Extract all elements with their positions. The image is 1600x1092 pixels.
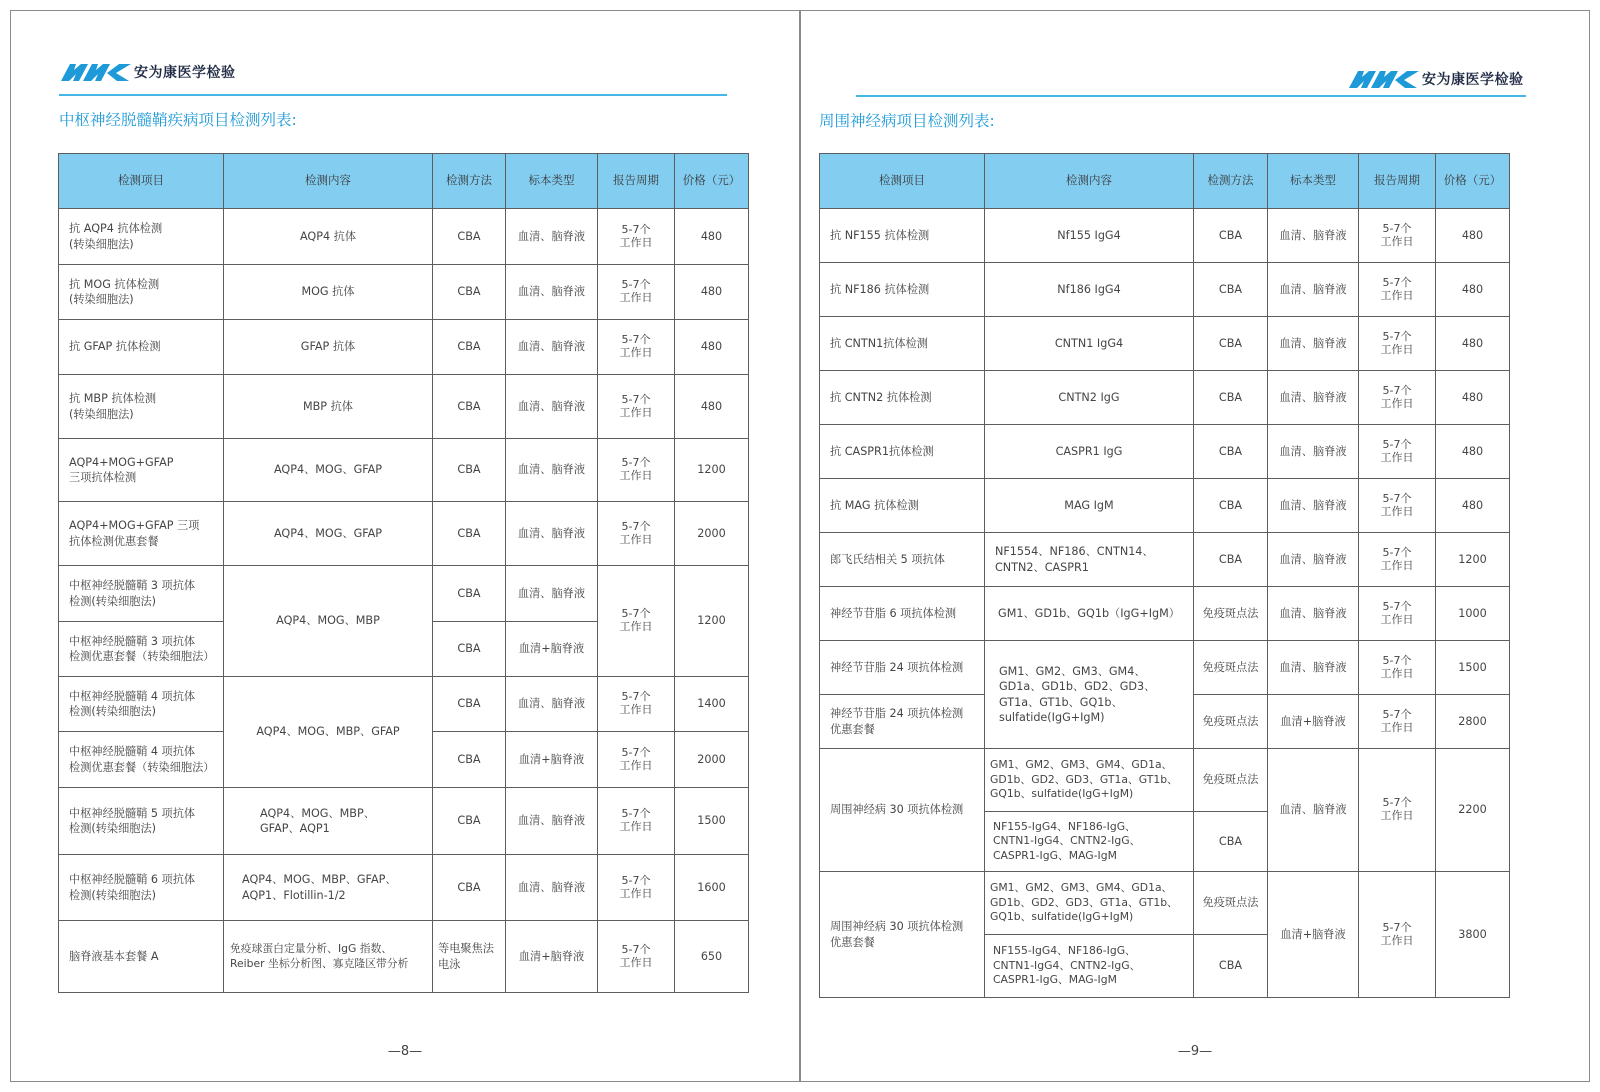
test-content: NF1554、NF186、CNTN14、 CNTN2、CASPR1 (985, 533, 1194, 587)
price: 480 (675, 265, 749, 320)
test-item: 中枢神经脱髓鞘 5 项抗体 检测(转染细胞法) (59, 788, 224, 855)
brand-logo-text: 安为康医学检验 (134, 65, 236, 81)
test-method: CBA (1194, 935, 1268, 998)
header-rule (59, 94, 727, 96)
report-period: 5-7个 工作日 (598, 209, 675, 265)
table-row (59, 375, 749, 439)
price: 1200 (675, 566, 749, 677)
report-period: 5-7个 工作日 (1359, 533, 1436, 587)
test-item: 抗 GFAP 抗体检测 (59, 320, 224, 375)
table-row (820, 479, 1510, 533)
header-cell: 价格（元） (675, 154, 749, 209)
brand-mark-icon (1349, 69, 1419, 89)
test-method: CBA (433, 209, 506, 265)
test-method: CBA (1194, 209, 1268, 263)
table-header-row (59, 154, 749, 209)
table-row (59, 320, 749, 375)
sample-type: 血清、脑脊液 (506, 788, 598, 855)
test-item: 中枢神经脱髓鞘 3 项抗体 检测优惠套餐（转染细胞法） (59, 622, 224, 677)
report-period: 5-7个 工作日 (598, 855, 675, 921)
price: 2200 (1436, 749, 1510, 872)
table-row (820, 209, 1510, 263)
test-item: 神经节苷脂 6 项抗体检测 (820, 587, 985, 641)
report-period: 5-7个 工作日 (598, 375, 675, 439)
test-content: CNTN1 IgG4 (985, 317, 1194, 371)
test-content: AQP4、MOG、MBP (224, 566, 433, 677)
test-item: 中枢神经脱髓鞘 4 项抗体 检测优惠套餐（转染细胞法） (59, 732, 224, 788)
test-item: 抗 CASPR1抗体检测 (820, 425, 985, 479)
test-content: AQP4、MOG、GFAP (224, 439, 433, 502)
test-item: 抗 MOG 抗体检测 (转染细胞法) (59, 265, 224, 320)
header-cell: 检测内容 (985, 154, 1194, 209)
test-content: AQP4、MOG、MBP、GFAP (224, 677, 433, 788)
table-row (59, 502, 749, 566)
sample-type: 血清、脑脊液 (506, 209, 598, 265)
price: 480 (1436, 317, 1510, 371)
test-content: Nf155 IgG4 (985, 209, 1194, 263)
test-item: 神经节苷脂 24 项抗体检测 优惠套餐 (820, 695, 985, 749)
price: 480 (1436, 371, 1510, 425)
sample-type: 血清、脑脊液 (506, 439, 598, 502)
test-method: CBA (1194, 479, 1268, 533)
test-method: CBA (433, 439, 506, 502)
header-cell: 标本类型 (506, 154, 598, 209)
test-content: MOG 抗体 (224, 265, 433, 320)
report-period: 5-7个 工作日 (1359, 209, 1436, 263)
price: 1600 (675, 855, 749, 921)
sample-type: 血清、脑脊液 (506, 566, 598, 622)
price: 480 (1436, 479, 1510, 533)
table-row (820, 641, 1510, 695)
test-method: 等电聚焦法 电泳 (433, 921, 506, 993)
header-cell: 标本类型 (1268, 154, 1359, 209)
test-content: GM1、GM2、GM3、GM4、 GD1a、GD1b、GD2、GD3、 GT1a、GT1b、GQ1b、 sulfatide(IgG+IgM) (985, 641, 1194, 749)
table-row (820, 749, 1510, 812)
test-method: 免疫斑点法 (1194, 695, 1268, 749)
sample-type: 血清、脑脊液 (506, 265, 598, 320)
test-method: CBA (1194, 263, 1268, 317)
test-method: 免疫斑点法 (1194, 641, 1268, 695)
header-cell: 检测内容 (224, 154, 433, 209)
test-method: CBA (433, 677, 506, 732)
test-content: AQP4 抗体 (224, 209, 433, 265)
sample-type: 血清、脑脊液 (1268, 263, 1359, 317)
sample-type: 血清+脑脊液 (506, 921, 598, 993)
test-item: AQP4+MOG+GFAP 三项 抗体检测优惠套餐 (59, 502, 224, 566)
cns-test-table (58, 153, 749, 993)
table-row (59, 566, 749, 622)
table-row (59, 209, 749, 265)
sample-type: 血清、脑脊液 (1268, 749, 1359, 872)
table-row (820, 263, 1510, 317)
sample-type: 血清、脑脊液 (506, 320, 598, 375)
test-method: CBA (433, 622, 506, 677)
price: 1000 (1436, 587, 1510, 641)
header-cell: 检测项目 (820, 154, 985, 209)
test-method: CBA (433, 855, 506, 921)
test-item: 中枢神经脱髓鞘 3 项抗体 检测(转染细胞法) (59, 566, 224, 622)
test-content: NF155-IgG4、NF186-IgG、 CNTN1-IgG4、CNTN2-IgG、 CASPR1-IgG、MAG-IgM (985, 812, 1194, 872)
test-item: 抗 NF155 抗体检测 (820, 209, 985, 263)
price: 480 (675, 209, 749, 265)
sample-type: 血清、脑脊液 (1268, 425, 1359, 479)
test-method: CBA (433, 502, 506, 566)
report-period: 5-7个 工作日 (1359, 695, 1436, 749)
report-period: 5-7个 工作日 (598, 439, 675, 502)
sample-type: 血清+脑脊液 (1268, 872, 1359, 998)
right-page (800, 10, 1590, 1082)
header-cell: 检测项目 (59, 154, 224, 209)
sample-type: 血清、脑脊液 (1268, 533, 1359, 587)
test-content: MBP 抗体 (224, 375, 433, 439)
report-period: 5-7个 工作日 (1359, 749, 1436, 872)
page-title: 周围神经病项目检测列表: (819, 112, 995, 130)
report-period: 5-7个 工作日 (1359, 641, 1436, 695)
sample-type: 血清+脑脊液 (506, 622, 598, 677)
test-item: 中枢神经脱髓鞘 6 项抗体 检测(转染细胞法) (59, 855, 224, 921)
test-item: 抗 CNTN2 抗体检测 (820, 371, 985, 425)
price: 650 (675, 921, 749, 993)
test-content: AQP4、MOG、MBP、 GFAP、AQP1 (224, 788, 433, 855)
report-period: 5-7个 工作日 (1359, 425, 1436, 479)
header-cell: 检测方法 (1194, 154, 1268, 209)
price: 2000 (675, 502, 749, 566)
test-method: CBA (1194, 317, 1268, 371)
table-row (820, 371, 1510, 425)
test-method: 免疫斑点法 (1194, 587, 1268, 641)
report-period: 5-7个 工作日 (598, 320, 675, 375)
test-content: Nf186 IgG4 (985, 263, 1194, 317)
test-content: GM1、GD1b、GQ1b（IgG+IgM） (985, 587, 1194, 641)
test-method: CBA (1194, 371, 1268, 425)
report-period: 5-7个 工作日 (598, 921, 675, 993)
price: 1200 (675, 439, 749, 502)
test-item: 郎飞氏结相关 5 项抗体 (820, 533, 985, 587)
test-content: MAG IgM (985, 479, 1194, 533)
sample-type: 血清、脑脊液 (506, 855, 598, 921)
test-method: CBA (433, 788, 506, 855)
page-number: —8— (387, 1044, 423, 1059)
price: 2800 (1436, 695, 1510, 749)
sample-type: 血清、脑脊液 (1268, 371, 1359, 425)
table-row (59, 265, 749, 320)
table-header-row (820, 154, 1510, 209)
test-method: CBA (433, 265, 506, 320)
sample-type: 血清、脑脊液 (1268, 209, 1359, 263)
test-method: 免疫斑点法 (1194, 749, 1268, 812)
price: 1500 (1436, 641, 1510, 695)
test-content: AQP4、MOG、MBP、GFAP、 AQP1、Flotillin-1/2 (224, 855, 433, 921)
test-item: 周围神经病 30 项抗体检测 优惠套餐 (820, 872, 985, 998)
report-period: 5-7个 工作日 (598, 732, 675, 788)
header-rule (856, 95, 1526, 97)
brand-logo-text: 安为康医学检验 (1422, 72, 1524, 88)
table-row (820, 533, 1510, 587)
table-row (59, 855, 749, 921)
sample-type: 血清、脑脊液 (506, 677, 598, 732)
table-row (820, 587, 1510, 641)
price: 2000 (675, 732, 749, 788)
report-period: 5-7个 工作日 (1359, 263, 1436, 317)
pns-test-table (819, 153, 1510, 998)
test-method: CBA (1194, 425, 1268, 479)
header-cell: 价格（元） (1436, 154, 1510, 209)
report-period: 5-7个 工作日 (598, 566, 675, 677)
test-content: GM1、GM2、GM3、GM4、GD1a、 GD1b、GD2、GD3、GT1a、GT1b、 GQ1b、sulfatide(IgG+IgM) (985, 749, 1194, 812)
test-method: CBA (433, 732, 506, 788)
test-content: NF155-IgG4、NF186-IgG、 CNTN1-IgG4、CNTN2-IgG、 CASPR1-IgG、MAG-IgM (985, 935, 1194, 998)
test-item: 抗 AQP4 抗体检测 (转染细胞法) (59, 209, 224, 265)
test-item: 抗 CNTN1抗体检测 (820, 317, 985, 371)
test-method: CBA (433, 375, 506, 439)
test-content: CASPR1 IgG (985, 425, 1194, 479)
sample-type: 血清、脑脊液 (1268, 641, 1359, 695)
header-cell: 报告周期 (1359, 154, 1436, 209)
report-period: 5-7个 工作日 (1359, 371, 1436, 425)
header-cell: 检测方法 (433, 154, 506, 209)
test-item: AQP4+MOG+GFAP 三项抗体检测 (59, 439, 224, 502)
test-content: AQP4、MOG、GFAP (224, 502, 433, 566)
sample-type: 血清、脑脊液 (1268, 587, 1359, 641)
test-item: 周围神经病 30 项抗体检测 (820, 749, 985, 872)
test-method: CBA (433, 320, 506, 375)
sample-type: 血清+脑脊液 (506, 732, 598, 788)
test-method: CBA (1194, 812, 1268, 872)
report-period: 5-7个 工作日 (1359, 587, 1436, 641)
price: 480 (675, 320, 749, 375)
table-row (59, 677, 749, 732)
brand-logo (1349, 67, 1524, 91)
report-period: 5-7个 工作日 (598, 502, 675, 566)
sample-type: 血清、脑脊液 (506, 375, 598, 439)
sample-type: 血清、脑脊液 (1268, 479, 1359, 533)
report-period: 5-7个 工作日 (1359, 872, 1436, 998)
table-row (59, 788, 749, 855)
page-title: 中枢神经脱髓鞘疾病项目检测列表: (59, 111, 297, 129)
left-page (10, 10, 800, 1082)
price: 480 (1436, 209, 1510, 263)
sample-type: 血清、脑脊液 (1268, 317, 1359, 371)
test-item: 抗 NF186 抗体检测 (820, 263, 985, 317)
price: 1500 (675, 788, 749, 855)
test-method: CBA (1194, 533, 1268, 587)
test-item: 抗 MBP 抗体检测 (转染细胞法) (59, 375, 224, 439)
report-period: 5-7个 工作日 (598, 265, 675, 320)
test-item: 脑脊液基本套餐 A (59, 921, 224, 993)
table-row (820, 872, 1510, 935)
table-row (59, 921, 749, 993)
test-method: CBA (433, 566, 506, 622)
report-period: 5-7个 工作日 (598, 788, 675, 855)
sample-type: 血清、脑脊液 (506, 502, 598, 566)
table-row (59, 439, 749, 502)
header-cell: 报告周期 (598, 154, 675, 209)
brand-mark-icon (61, 62, 131, 82)
test-content: GM1、GM2、GM3、GM4、GD1a、 GD1b、GD2、GD3、GT1a、GT1b、 GQ1b、sulfatide(IgG+IgM) (985, 872, 1194, 935)
price: 480 (1436, 425, 1510, 479)
sample-type: 血清+脑脊液 (1268, 695, 1359, 749)
table-row (820, 425, 1510, 479)
test-item: 中枢神经脱髓鞘 4 项抗体 检测(转染细胞法) (59, 677, 224, 732)
price: 480 (675, 375, 749, 439)
price: 480 (1436, 263, 1510, 317)
page-number: —9— (1177, 1044, 1213, 1059)
price: 1200 (1436, 533, 1510, 587)
test-item: 抗 MAG 抗体检测 (820, 479, 985, 533)
table-row (820, 317, 1510, 371)
test-item: 神经节苷脂 24 项抗体检测 (820, 641, 985, 695)
price: 3800 (1436, 872, 1510, 998)
test-method: 免疫斑点法 (1194, 872, 1268, 935)
price: 1400 (675, 677, 749, 732)
test-content: 免疫球蛋白定量分析、IgG 指数、 Reiber 坐标分析图、寡克隆区带分析 (224, 921, 433, 993)
test-content: GFAP 抗体 (224, 320, 433, 375)
report-period: 5-7个 工作日 (1359, 317, 1436, 371)
report-period: 5-7个 工作日 (598, 677, 675, 732)
report-period: 5-7个 工作日 (1359, 479, 1436, 533)
test-content: CNTN2 IgG (985, 371, 1194, 425)
brand-logo (61, 60, 236, 84)
